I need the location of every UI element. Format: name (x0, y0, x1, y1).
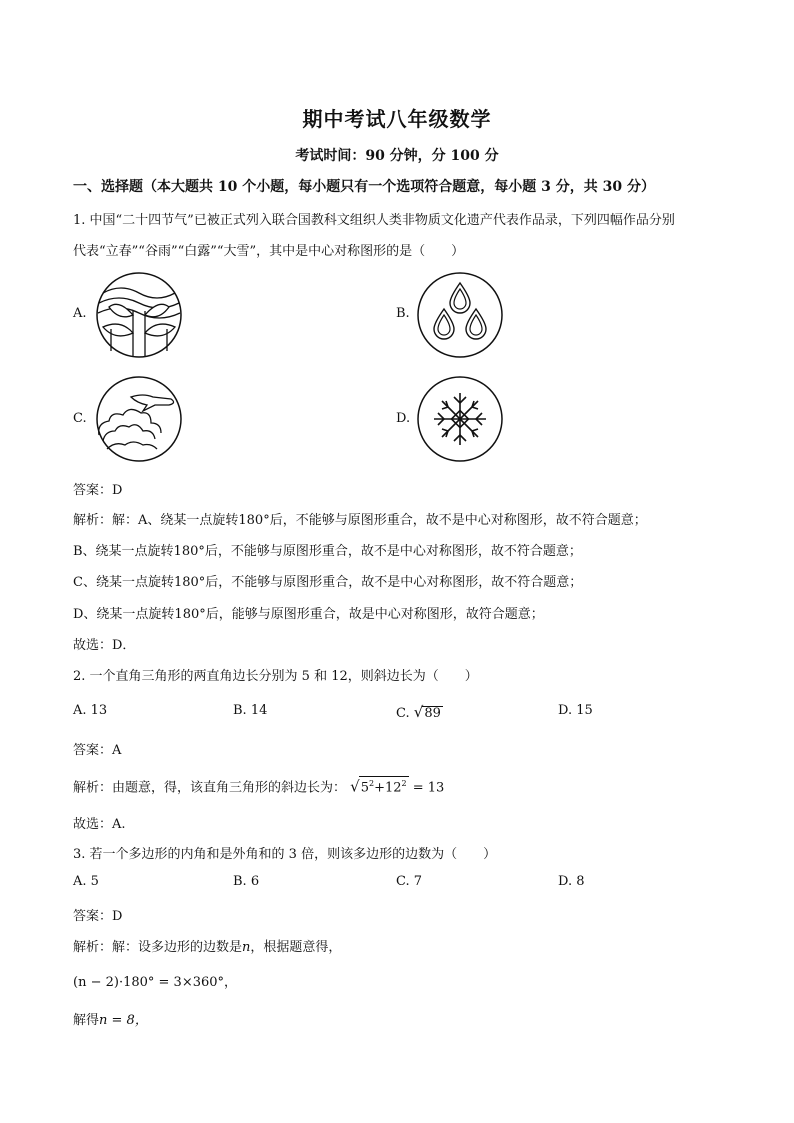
q1-answer: 答案：D (73, 483, 123, 498)
q3-option-a: A. 5 (73, 874, 99, 889)
q3-equation: (n − 2)·180° = 3×360°， (73, 975, 238, 990)
q3-solution-prefix: 解得 (73, 1013, 100, 1028)
radical-sign: √ (413, 703, 424, 721)
formula-term: +12 (374, 780, 402, 796)
formula-base: 5 (360, 780, 369, 796)
q2-analysis (73, 776, 444, 795)
q3-option-d: D. 8 (558, 874, 585, 889)
formula-exponent: 2 (369, 779, 375, 788)
q1-option-d-label: D. (396, 411, 411, 426)
q2-choice: 故选：A. (73, 817, 126, 832)
q3-solution (73, 1009, 148, 1028)
q2-option-c-label: C. (396, 706, 410, 721)
q1-analysis-line: C、绕某一点旋转180°后，不能够与原图形重合，故不是中心对称图形，故不符合题意； (73, 575, 583, 590)
q2-option-b: B. 14 (233, 703, 268, 718)
q3-analysis (73, 936, 341, 955)
q1-option-b-label: B. (396, 306, 410, 321)
q2-stem: 2. 一个直角三角形的两直角边长分别为 5 和 12，则斜边长为（ ） (73, 669, 478, 684)
q1-choice: 故选：D． (73, 638, 136, 653)
q2-option-d: D. 15 (558, 703, 593, 718)
cloud-bird-icon (91, 375, 187, 463)
q3-analysis-prefix: 解析：解：设多边形的边数是 (73, 940, 243, 955)
sprout-icon (91, 271, 187, 359)
q3-solution-value: n = 8， (99, 1013, 148, 1028)
q3-variable: n (242, 940, 251, 955)
q1-stem-line1: 1. 中国“二十四节气”已被正式列入联合国教科文组织人类非物质文化遗产代表作品录，下列四幅作品分别 (73, 213, 675, 228)
q3-option-b: B. 6 (233, 874, 260, 889)
q2-option-c (396, 703, 443, 721)
q2-option-c-radicand: 89 (424, 706, 441, 721)
q3-analysis-suffix: ，根据题意得， (250, 940, 342, 955)
q2-formula-result: = 13 (412, 780, 445, 796)
section-heading: 一、选择题（本大题共 10 个小题，每小题只有一个选项符合题意，每小题 3 分，共 30 分） (73, 179, 655, 195)
q2-answer: 答案：A (73, 743, 122, 758)
radical-sign: √ (350, 777, 360, 796)
snowflake-icon (412, 375, 508, 463)
page-title: 期中考试八年级数学 (302, 107, 492, 131)
exam-info: 考试时间：90 分钟，分 100 分 (295, 148, 499, 164)
q1-analysis-line: D、绕某一点旋转180°后，能够与原图形重合，故是中心对称图形，故符合题意； (73, 607, 544, 622)
q2-formula (359, 776, 409, 795)
q1-option-c-label: C. (73, 411, 87, 426)
q2-analysis-prefix: 解析：由题意，得，该直角三角形的斜边长为： (73, 780, 347, 796)
q3-answer: 答案：D (73, 909, 123, 924)
q2-option-a: A. 13 (73, 703, 108, 718)
raindrops-icon (412, 271, 508, 359)
q3-stem: 3. 若一个多边形的内角和是外角和的 3 倍，则该多边形的边数为（ ） (73, 847, 497, 862)
q1-analysis-line: 解析：解：A、绕某一点旋转180°后，不能够与原图形重合，故不是中心对称图形，故不符合题意； (73, 513, 647, 528)
q1-stem-line2: 代表“立春”“谷雨”“白露”“大雪”，其中是中心对称图形的是（ ） (73, 244, 465, 259)
q3-option-c: C. 7 (396, 874, 423, 889)
q1-analysis-line: B、绕某一点旋转180°后，不能够与原图形重合，故不是中心对称图形，故不符合题意； (73, 544, 582, 559)
formula-exponent: 2 (401, 779, 407, 788)
q1-option-a-label: A. (73, 306, 87, 321)
